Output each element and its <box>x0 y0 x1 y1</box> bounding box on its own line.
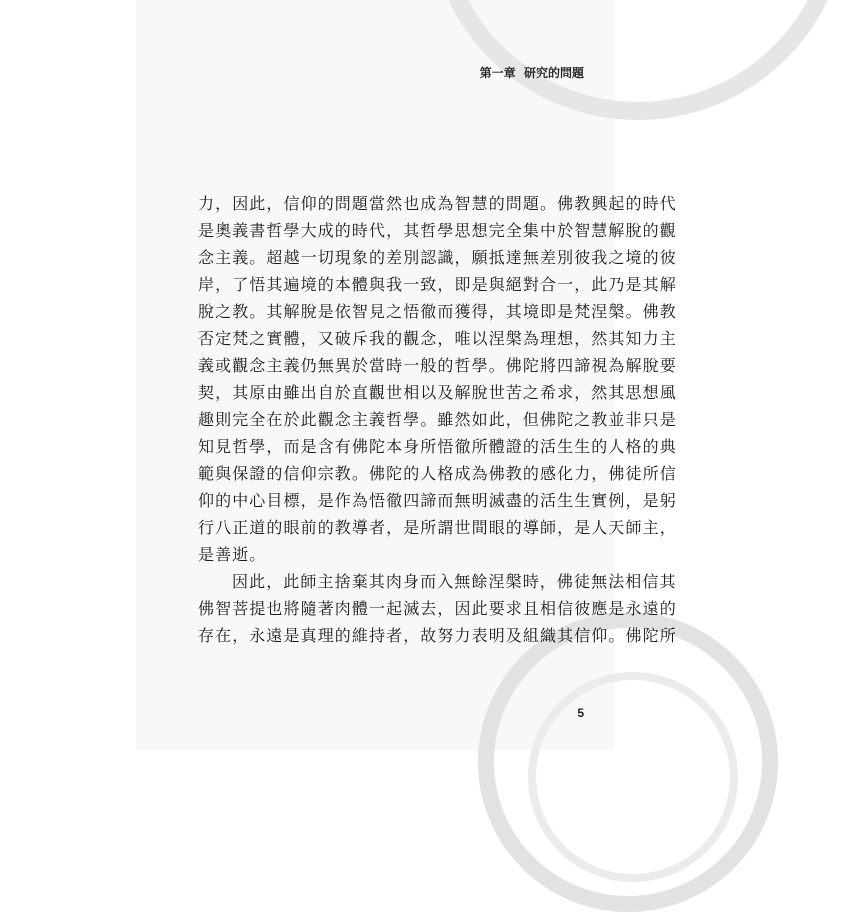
text-line: 存在，永遠是真理的維持者，故努力表明及組織其信仰。佛陀所 <box>198 626 677 645</box>
text-line: 力，因此，信仰的問題當然也成為智慧的問題。佛教興起的時代 <box>198 194 677 213</box>
text-line: 行八正道的眼前的教導者，是所謂世間眼的導師，是人天師主， <box>198 518 677 537</box>
text-line: 知見哲學，而是含有佛陀本身所悟徹所體證的活生生的人格的典 <box>198 437 677 456</box>
page-number: 5 <box>577 706 584 720</box>
text-line: 是奧義書哲學大成的時代，其哲學思想完全集中於智慧解脫的觀 <box>198 221 677 240</box>
text-line: 趣則完全在於此觀念主義哲學。雖然如此，但佛陀之教並非只是 <box>198 410 677 429</box>
paragraph <box>198 190 677 568</box>
text-line: 是善逝。 <box>198 545 267 564</box>
text-line: 契，其原由雖出自於直觀世相以及解脫世苦之希求，然其思想風 <box>198 383 677 402</box>
text-line: 脫之教。其解脫是依智見之悟徹而獲得，其境即是梵涅槃。佛教 <box>198 302 677 321</box>
text-line: 佛智菩提也將隨著肉體一起滅去，因此要求且相信彼應是永遠的 <box>198 599 677 618</box>
text-line: 念主義。超越一切現象的差別認識，願抵達無差別彼我之境的彼 <box>198 248 677 267</box>
text-line: 因此，此師主捨棄其肉身而入無餘涅槃時，佛徒無法相信其 <box>232 572 677 591</box>
paragraph <box>198 568 677 649</box>
body-text <box>198 190 677 649</box>
text-line: 義或觀念主義仍無異於當時一般的哲學。佛陀將四諦視為解脫要 <box>198 356 677 375</box>
decorative-arc-bottom-inner <box>528 672 738 882</box>
chapter-label: 第一章 <box>479 66 516 80</box>
running-header <box>480 64 584 81</box>
chapter-title: 研究的問題 <box>523 66 584 80</box>
book-page <box>136 0 677 750</box>
decorative-arc-top <box>428 0 848 120</box>
text-line: 仰的中心目標，是作為悟徹四諦而無明滅盡的活生生實例，是躬 <box>198 491 677 510</box>
text-line: 否定梵之實體，又破斥我的觀念，唯以涅槃為理想，然其知力主 <box>198 329 677 348</box>
text-line: 範與保證的信仰宗教。佛陀的人格成為佛教的感化力，佛徒所信 <box>198 464 677 483</box>
text-line: 岸，了悟其遍境的本體與我一致，即是與絕對合一，此乃是其解 <box>198 275 677 294</box>
